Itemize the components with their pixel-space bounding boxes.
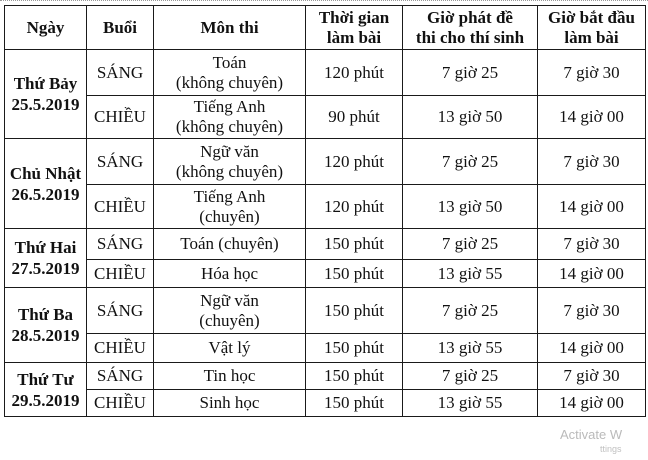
table-row (5, 334, 646, 363)
header-day: Ngày (5, 6, 87, 50)
day-name: Thứ Hai (14, 238, 77, 257)
header-subject: Môn thi (154, 6, 306, 50)
session-cell: CHIỀU (87, 185, 154, 229)
start-time-cell: 7 giờ 30 (538, 229, 646, 260)
duration-cell: 150 phút (306, 363, 403, 390)
header-distribute-time: Giờ phát đề thi cho thí sinh (403, 6, 538, 50)
session-cell: SÁNG (87, 229, 154, 260)
day-cell (5, 229, 87, 288)
start-time-cell: 14 giờ 00 (538, 390, 646, 417)
distribute-time-cell: 13 giờ 55 (403, 390, 538, 417)
session-cell: CHIỀU (87, 96, 154, 139)
session-cell: SÁNG (87, 363, 154, 390)
subject-cell: Sinh học (154, 390, 306, 417)
day-date: 29.5.2019 (11, 390, 80, 410)
subject-cell: Tiếng Anh (chuyên) (154, 185, 306, 229)
table-row (5, 139, 646, 185)
start-time-cell: 14 giờ 00 (538, 185, 646, 229)
duration-cell: 120 phút (306, 50, 403, 96)
table-row (5, 229, 646, 260)
duration-cell: 150 phút (306, 229, 403, 260)
start-time-cell: 14 giờ 00 (538, 334, 646, 363)
duration-cell: 150 phút (306, 334, 403, 363)
day-name: Chủ Nhật (9, 163, 82, 183)
day-name: Thứ Ba (17, 305, 74, 324)
start-time-cell: 7 giờ 30 (538, 139, 646, 185)
day-date: 26.5.2019 (11, 184, 80, 204)
subject-cell: Hóa học (154, 260, 306, 288)
subject-cell: Tiếng Anh (không chuyên) (154, 96, 306, 139)
session-cell: CHIỀU (87, 390, 154, 417)
header-start-time: Giờ bắt đầu làm bài (538, 6, 646, 50)
day-date: 28.5.2019 (11, 326, 80, 345)
distribute-time-cell: 13 giờ 50 (403, 96, 538, 139)
duration-cell: 90 phút (306, 96, 403, 139)
distribute-time-cell: 7 giờ 25 (403, 363, 538, 390)
day-cell (5, 50, 87, 139)
table-row (5, 50, 646, 96)
day-cell (5, 288, 87, 363)
header-session: Buổi (87, 6, 154, 50)
distribute-time-cell: 7 giờ 25 (403, 229, 538, 260)
subject-cell: Toán (chuyên) (154, 229, 306, 260)
distribute-time-cell: 7 giờ 25 (403, 288, 538, 334)
session-cell: SÁNG (87, 139, 154, 185)
activation-watermark: Activate W (560, 427, 623, 442)
duration-cell: 150 phút (306, 390, 403, 417)
session-cell: SÁNG (87, 288, 154, 334)
distribute-time-cell: 13 giờ 55 (403, 334, 538, 363)
start-time-cell: 14 giờ 00 (538, 96, 646, 139)
activation-watermark-sub: ttings (600, 444, 622, 454)
session-cell: CHIỀU (87, 260, 154, 288)
subject-cell: Ngữ văn (chuyên) (154, 288, 306, 334)
table-row (5, 390, 646, 417)
duration-cell: 150 phút (306, 260, 403, 288)
distribute-time-cell: 13 giờ 55 (403, 260, 538, 288)
distribute-time-cell: 7 giờ 25 (403, 50, 538, 96)
day-cell (5, 363, 87, 417)
table-row (5, 288, 646, 334)
table-row (5, 185, 646, 229)
table-row (5, 363, 646, 390)
session-cell: CHIỀU (87, 334, 154, 363)
table-row (5, 260, 646, 288)
subject-cell: Toán (không chuyên) (154, 50, 306, 96)
header-duration: Thời gian làm bài (306, 6, 403, 50)
day-name: Thứ Tư (17, 369, 74, 389)
start-time-cell: 7 giờ 30 (538, 363, 646, 390)
start-time-cell: 7 giờ 30 (538, 50, 646, 96)
exam-schedule-table (4, 5, 646, 417)
start-time-cell: 7 giờ 30 (538, 288, 646, 334)
start-time-cell: 14 giờ 00 (538, 260, 646, 288)
duration-cell: 150 phút (306, 288, 403, 334)
day-name: Thứ Bảy (13, 74, 78, 93)
day-cell (5, 139, 87, 229)
day-date: 27.5.2019 (11, 259, 80, 278)
subject-cell: Ngữ văn (không chuyên) (154, 139, 306, 185)
distribute-time-cell: 7 giờ 25 (403, 139, 538, 185)
subject-cell: Tin học (154, 363, 306, 390)
table-row (5, 96, 646, 139)
day-date: 25.5.2019 (11, 95, 80, 114)
duration-cell: 120 phút (306, 185, 403, 229)
session-cell: SÁNG (87, 50, 154, 96)
duration-cell: 120 phút (306, 139, 403, 185)
subject-cell: Vật lý (154, 334, 306, 363)
header-row (5, 6, 646, 50)
distribute-time-cell: 13 giờ 50 (403, 185, 538, 229)
